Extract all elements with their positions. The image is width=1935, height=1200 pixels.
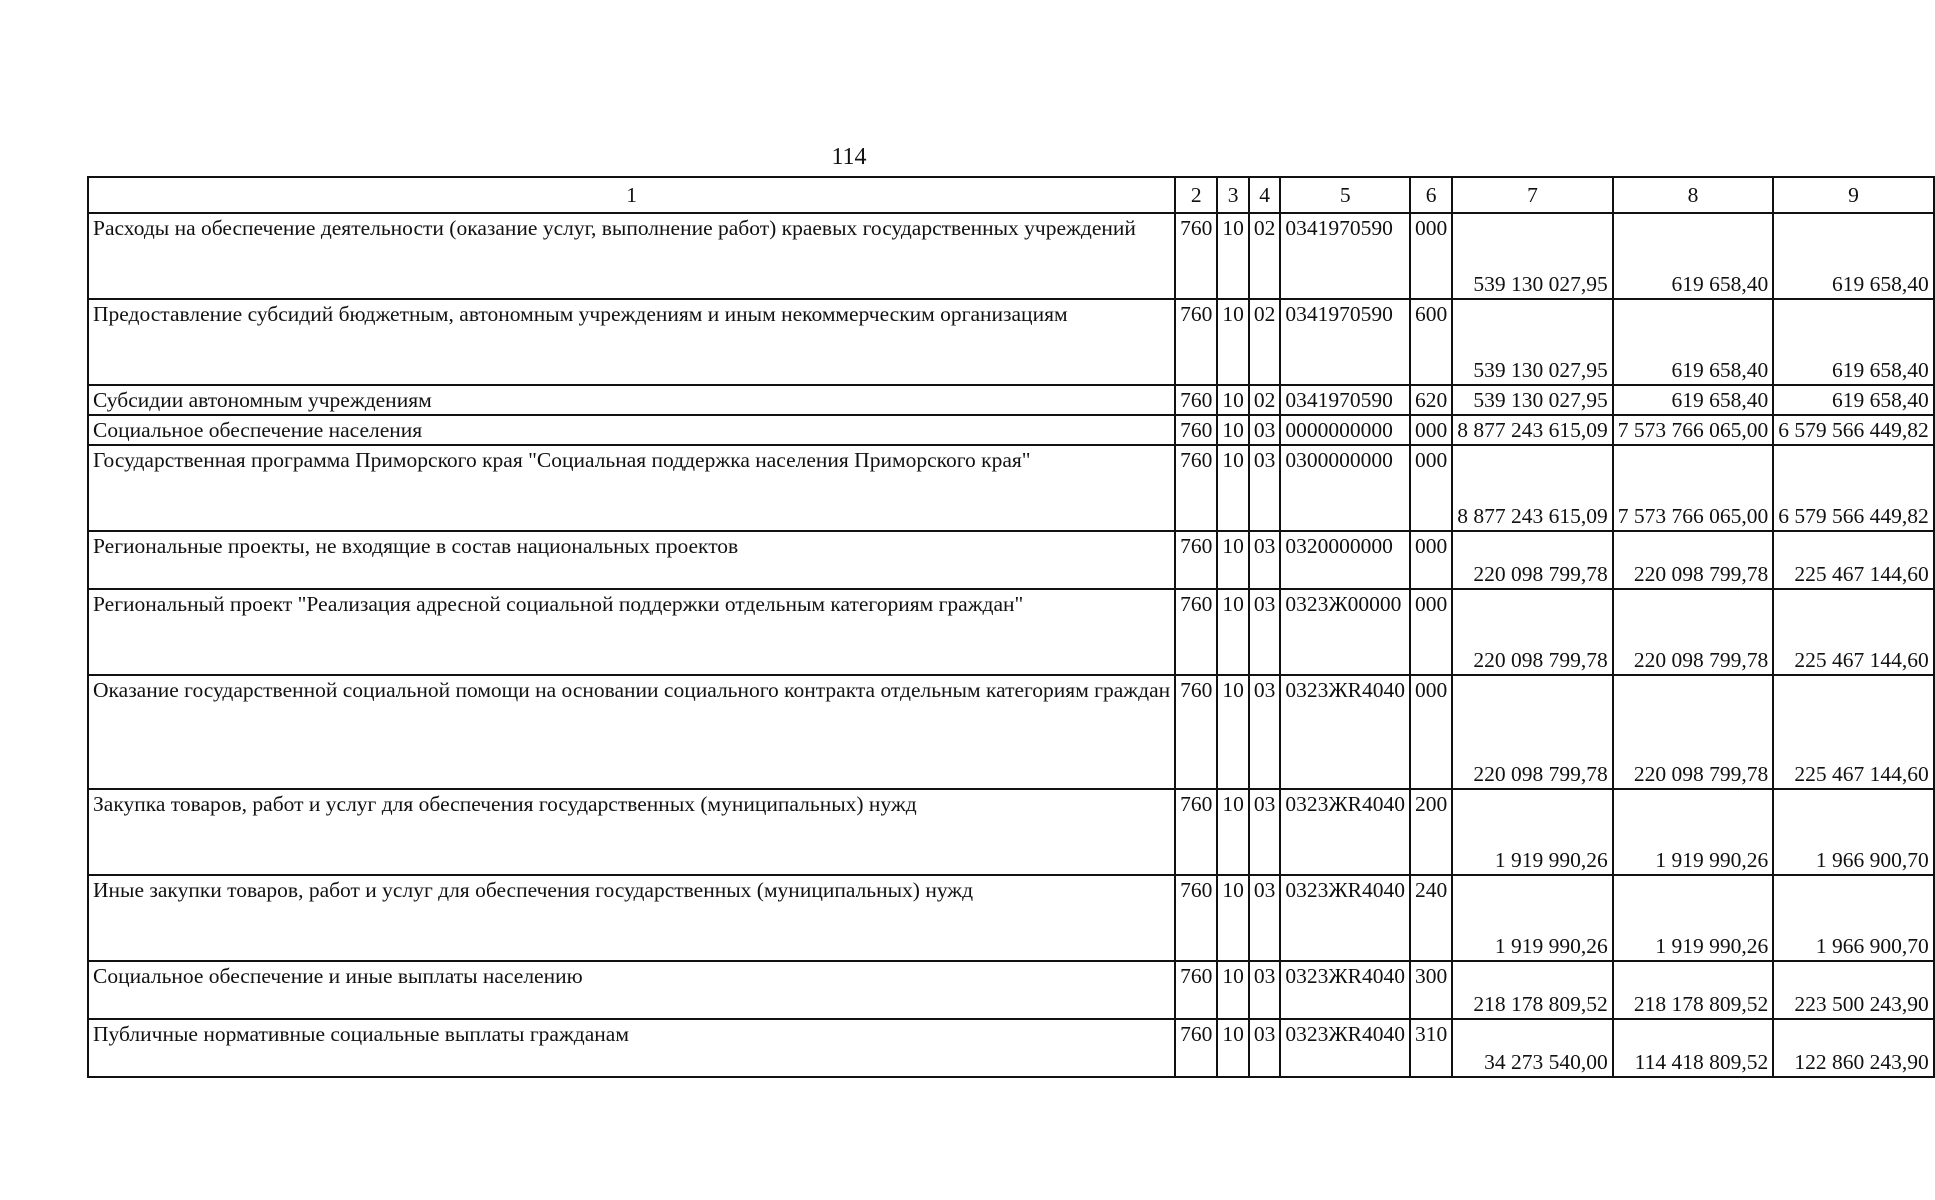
amount-col8: 220 098 799,78	[1613, 589, 1774, 675]
amount-col7: 220 098 799,78	[1452, 675, 1613, 789]
amount-col9: 6 579 566 449,82	[1773, 415, 1934, 445]
target-article-code: 0323ЖR4040	[1280, 789, 1410, 875]
column-header: 4	[1249, 177, 1281, 213]
budget-table	[87, 176, 1935, 1078]
target-article-code: 0323ЖR4040	[1280, 961, 1410, 1019]
column-header: 8	[1613, 177, 1774, 213]
subsection-code: 03	[1249, 961, 1281, 1019]
row-name: Публичные нормативные социальные выплаты гражданам	[88, 1019, 1175, 1077]
amount-col9: 1 966 900,70	[1773, 789, 1934, 875]
section-code: 10	[1217, 1019, 1249, 1077]
amount-col9: 619 658,40	[1773, 385, 1934, 415]
column-number-row	[88, 177, 1934, 213]
amount-col9: 122 860 243,90	[1773, 1019, 1934, 1077]
expense-type-code: 000	[1410, 415, 1452, 445]
expense-type-code: 240	[1410, 875, 1452, 961]
column-header: 1	[88, 177, 1175, 213]
subsection-code: 03	[1249, 531, 1281, 589]
column-header: 5	[1280, 177, 1410, 213]
grbs-code: 760	[1175, 789, 1217, 875]
amount-col7: 539 130 027,95	[1452, 385, 1613, 415]
amount-col9: 223 500 243,90	[1773, 961, 1934, 1019]
amount-col7: 8 877 243 615,09	[1452, 415, 1613, 445]
expense-type-code: 000	[1410, 531, 1452, 589]
amount-col8: 619 658,40	[1613, 299, 1774, 385]
section-code: 10	[1217, 675, 1249, 789]
row-name: Расходы на обеспечение деятельности (оказание услуг, выполнение работ) краевых государственных учреждений	[88, 213, 1175, 299]
row-name: Государственная программа Приморского края "Социальная поддержка населения Приморского края"	[88, 445, 1175, 531]
column-header: 9	[1773, 177, 1934, 213]
target-article-code: 0323ЖR4040	[1280, 1019, 1410, 1077]
subsection-code: 03	[1249, 415, 1281, 445]
amount-col9: 1 966 900,70	[1773, 875, 1934, 961]
target-article-code: 0341970590	[1280, 385, 1410, 415]
amount-col9: 619 658,40	[1773, 299, 1934, 385]
target-article-code: 0323ЖR4040	[1280, 875, 1410, 961]
subsection-code: 02	[1249, 213, 1281, 299]
subsection-code: 03	[1249, 445, 1281, 531]
amount-col9: 6 579 566 449,82	[1773, 445, 1934, 531]
expense-type-code: 200	[1410, 789, 1452, 875]
row-name: Субсидии автономным учреждениям	[88, 385, 1175, 415]
expense-type-code: 310	[1410, 1019, 1452, 1077]
table-row	[88, 531, 1934, 589]
target-article-code: 0341970590	[1280, 299, 1410, 385]
column-header: 2	[1175, 177, 1217, 213]
section-code: 10	[1217, 531, 1249, 589]
amount-col8: 220 098 799,78	[1613, 531, 1774, 589]
row-name: Региональный проект "Реализация адресной социальной поддержки отдельным категориям граждан"	[88, 589, 1175, 675]
table-row	[88, 789, 1934, 875]
table-row	[88, 299, 1934, 385]
grbs-code: 760	[1175, 299, 1217, 385]
table-row	[88, 445, 1934, 531]
row-name: Региональные проекты, не входящие в состав национальных проектов	[88, 531, 1175, 589]
table-row	[88, 415, 1934, 445]
subsection-code: 02	[1249, 385, 1281, 415]
amount-col9: 619 658,40	[1773, 213, 1934, 299]
grbs-code: 760	[1175, 531, 1217, 589]
target-article-code: 0341970590	[1280, 213, 1410, 299]
section-code: 10	[1217, 299, 1249, 385]
table-row	[88, 961, 1934, 1019]
column-header: 3	[1217, 177, 1249, 213]
table-row	[88, 1019, 1934, 1077]
amount-col8: 1 919 990,26	[1613, 875, 1774, 961]
amount-col7: 220 098 799,78	[1452, 589, 1613, 675]
subsection-code: 03	[1249, 589, 1281, 675]
grbs-code: 760	[1175, 1019, 1217, 1077]
row-name: Оказание государственной социальной помощи на основании социального контракта отдельным категориям граждан	[88, 675, 1175, 789]
row-name: Социальное обеспечение населения	[88, 415, 1175, 445]
expense-type-code: 300	[1410, 961, 1452, 1019]
amount-col7: 539 130 027,95	[1452, 213, 1613, 299]
expense-type-code: 000	[1410, 213, 1452, 299]
expense-type-code: 000	[1410, 445, 1452, 531]
amount-col8: 220 098 799,78	[1613, 675, 1774, 789]
amount-col9: 225 467 144,60	[1773, 589, 1934, 675]
grbs-code: 760	[1175, 961, 1217, 1019]
grbs-code: 760	[1175, 445, 1217, 531]
target-article-code: 0320000000	[1280, 531, 1410, 589]
grbs-code: 760	[1175, 415, 1217, 445]
amount-col7: 218 178 809,52	[1452, 961, 1613, 1019]
amount-col7: 220 098 799,78	[1452, 531, 1613, 589]
target-article-code: 0000000000	[1280, 415, 1410, 445]
row-name: Предоставление субсидий бюджетным, автономным учреждениям и иным некоммерческим организациям	[88, 299, 1175, 385]
amount-col8: 114 418 809,52	[1613, 1019, 1774, 1077]
grbs-code: 760	[1175, 385, 1217, 415]
amount-col7: 8 877 243 615,09	[1452, 445, 1613, 531]
section-code: 10	[1217, 589, 1249, 675]
subsection-code: 03	[1249, 789, 1281, 875]
table-row	[88, 875, 1934, 961]
section-code: 10	[1217, 789, 1249, 875]
page-number: 114	[831, 144, 867, 170]
column-header: 7	[1452, 177, 1613, 213]
section-code: 10	[1217, 445, 1249, 531]
expense-type-code: 000	[1410, 675, 1452, 789]
grbs-code: 760	[1175, 589, 1217, 675]
amount-col8: 7 573 766 065,00	[1613, 445, 1774, 531]
amount-col8: 218 178 809,52	[1613, 961, 1774, 1019]
section-code: 10	[1217, 213, 1249, 299]
amount-col8: 1 919 990,26	[1613, 789, 1774, 875]
section-code: 10	[1217, 415, 1249, 445]
amount-col9: 225 467 144,60	[1773, 675, 1934, 789]
row-name: Закупка товаров, работ и услуг для обеспечения государственных (муниципальных) нужд	[88, 789, 1175, 875]
grbs-code: 760	[1175, 675, 1217, 789]
amount-col7: 1 919 990,26	[1452, 789, 1613, 875]
amount-col7: 34 273 540,00	[1452, 1019, 1613, 1077]
expense-type-code: 600	[1410, 299, 1452, 385]
amount-col8: 619 658,40	[1613, 385, 1774, 415]
table-row	[88, 213, 1934, 299]
section-code: 10	[1217, 875, 1249, 961]
amount-col7: 539 130 027,95	[1452, 299, 1613, 385]
amount-col8: 619 658,40	[1613, 213, 1774, 299]
subsection-code: 03	[1249, 1019, 1281, 1077]
target-article-code: 0323Ж00000	[1280, 589, 1410, 675]
section-code: 10	[1217, 961, 1249, 1019]
subsection-code: 03	[1249, 875, 1281, 961]
row-name: Иные закупки товаров, работ и услуг для обеспечения государственных (муниципальных) нужд	[88, 875, 1175, 961]
table-row	[88, 385, 1934, 415]
grbs-code: 760	[1175, 875, 1217, 961]
target-article-code: 0323ЖR4040	[1280, 675, 1410, 789]
table-row	[88, 675, 1934, 789]
expense-type-code: 620	[1410, 385, 1452, 415]
amount-col7: 1 919 990,26	[1452, 875, 1613, 961]
row-name: Социальное обеспечение и иные выплаты населению	[88, 961, 1175, 1019]
amount-col9: 225 467 144,60	[1773, 531, 1934, 589]
grbs-code: 760	[1175, 213, 1217, 299]
section-code: 10	[1217, 385, 1249, 415]
target-article-code: 0300000000	[1280, 445, 1410, 531]
expense-type-code: 000	[1410, 589, 1452, 675]
column-header: 6	[1410, 177, 1452, 213]
subsection-code: 03	[1249, 675, 1281, 789]
table-row	[88, 589, 1934, 675]
amount-col8: 7 573 766 065,00	[1613, 415, 1774, 445]
subsection-code: 02	[1249, 299, 1281, 385]
